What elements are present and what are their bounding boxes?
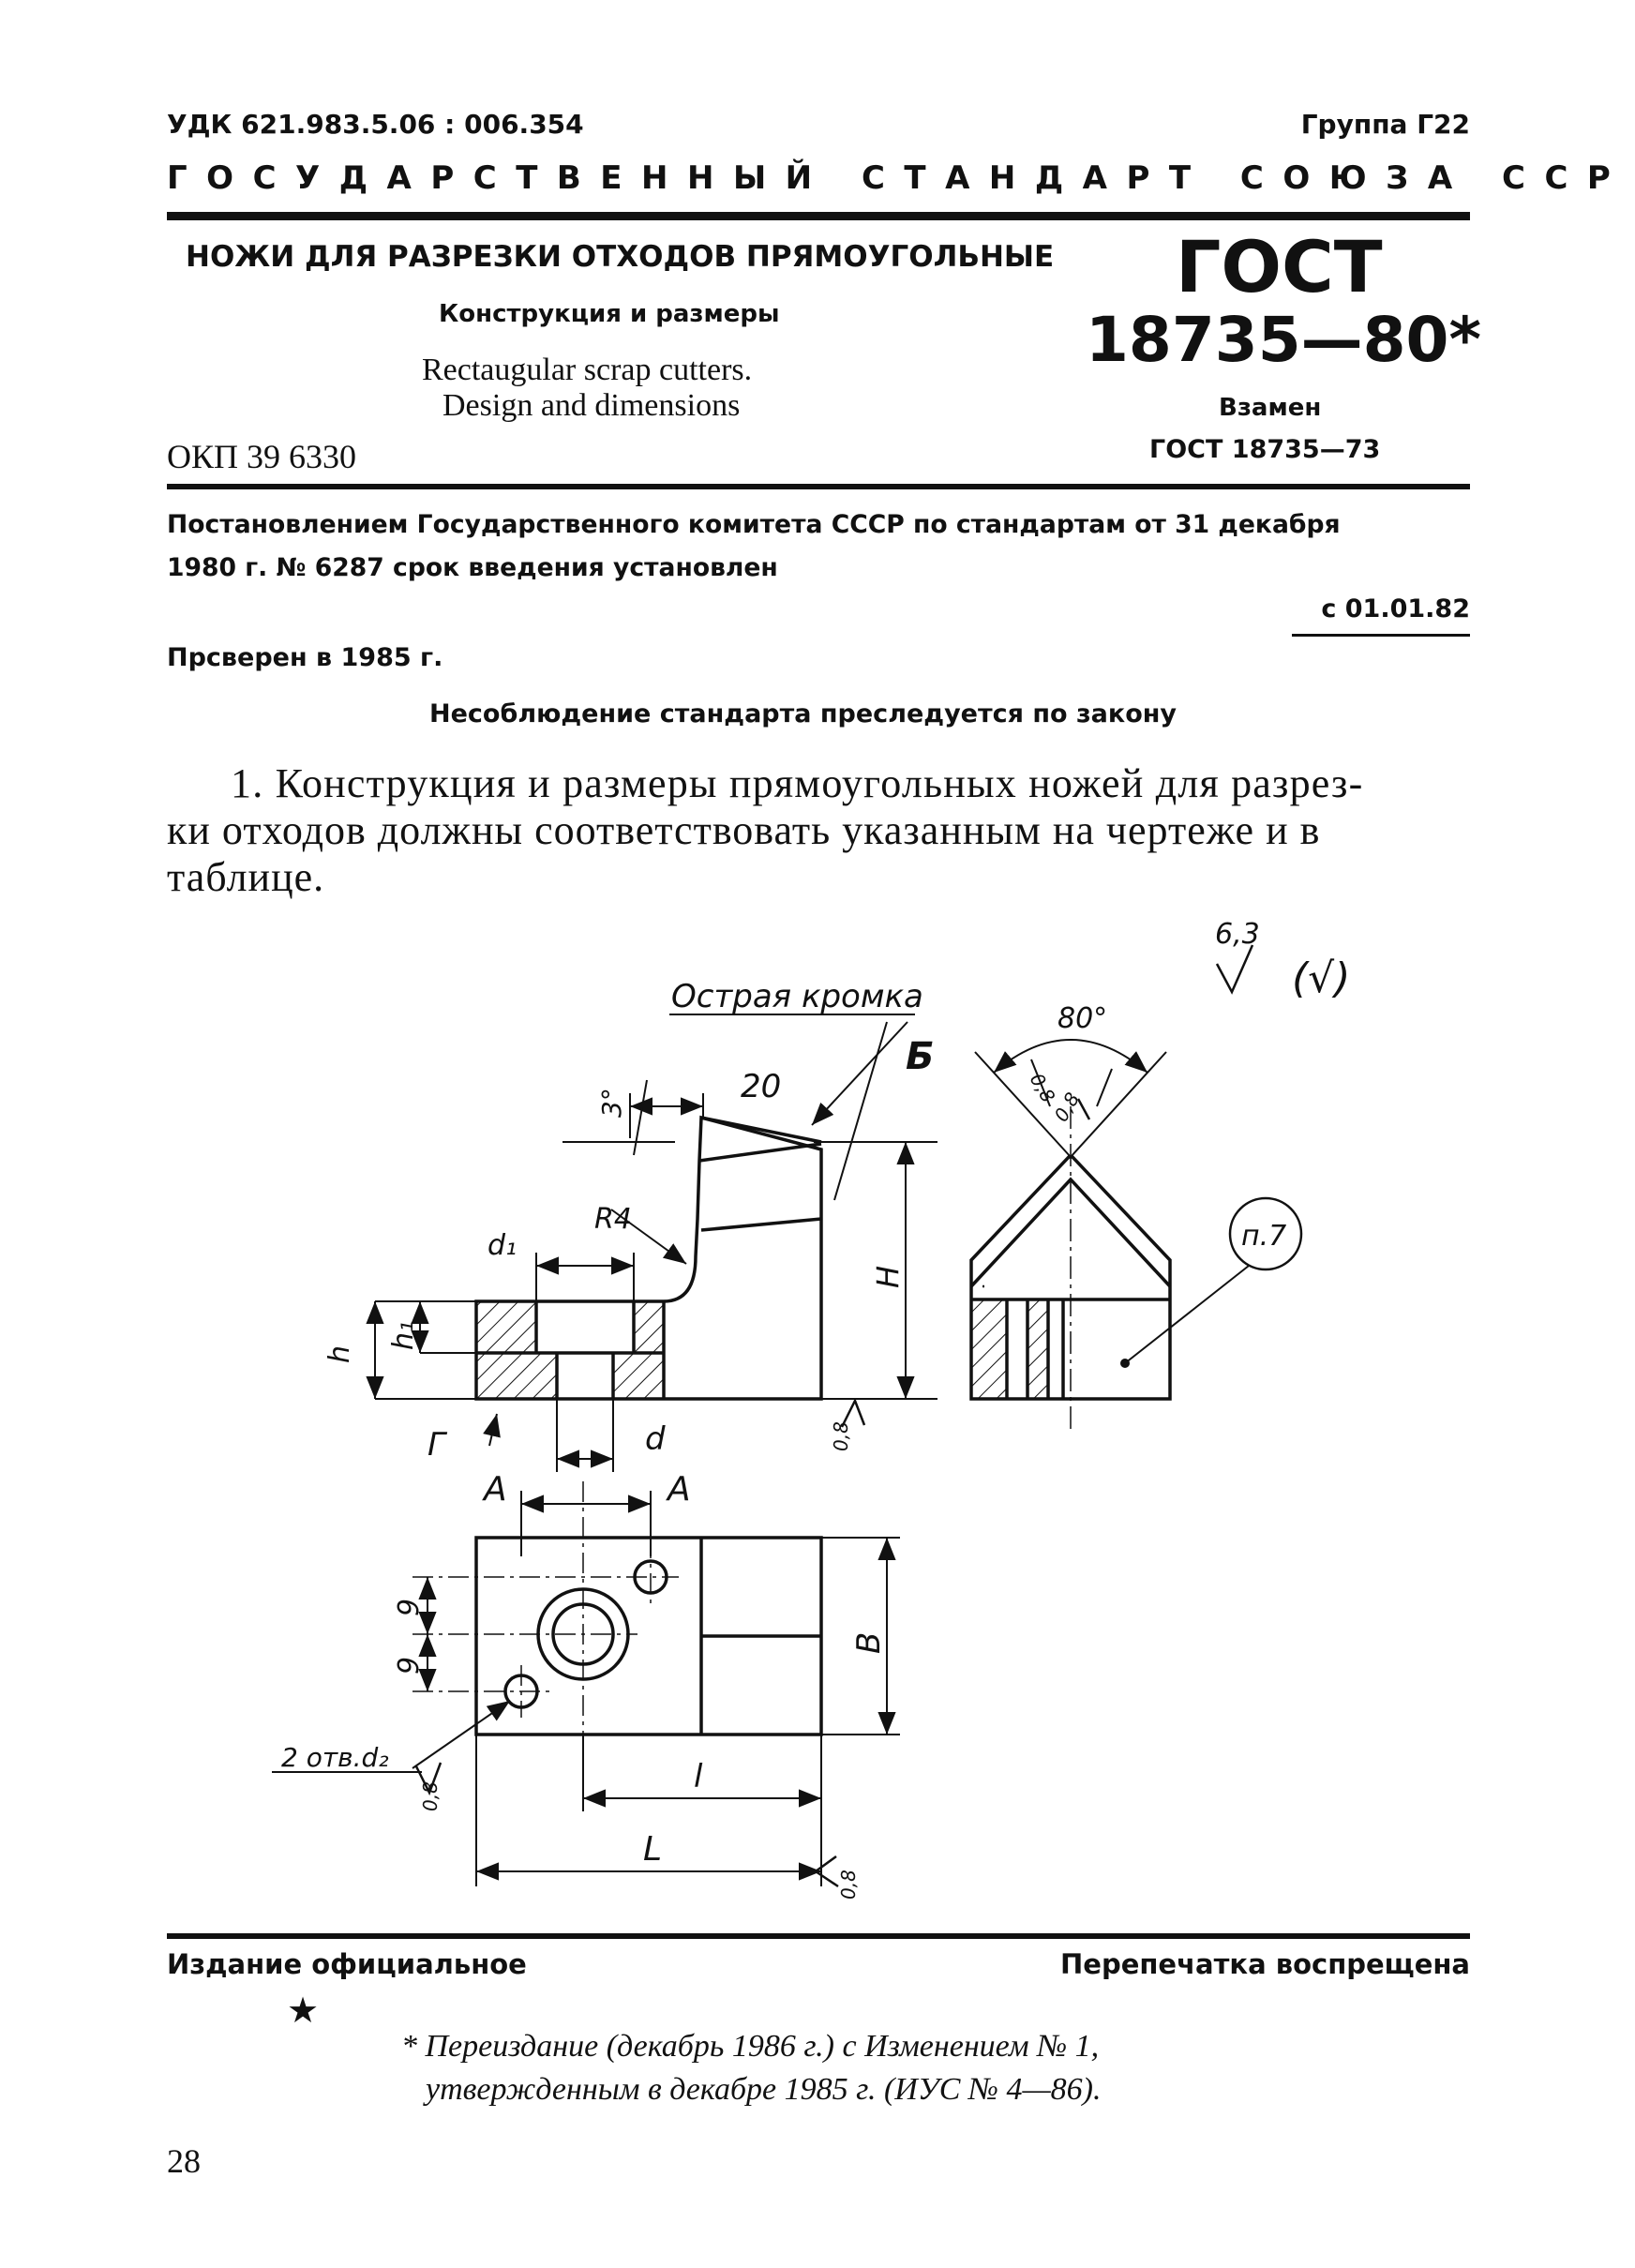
okp-code: ОКП 39 6330: [167, 438, 357, 475]
footnote-line1: * Переиздание (декабрь 1986 г.) с Изменением № 1,: [401, 2029, 1100, 2064]
gost-number: 18735—80*: [1086, 304, 1481, 376]
edge-line-2: [701, 1118, 821, 1142]
page-number: 28: [167, 2142, 201, 2180]
roughness-08-b: 0,8: [1049, 1088, 1085, 1126]
footnote-line2: утвержденным в декабре 1985 г. (ИУС № 4—86).: [426, 2072, 1102, 2107]
note-p7: п.7: [1241, 1220, 1287, 1253]
plan-view-dimensions: [272, 1491, 900, 1886]
standard-banner: ГОСУДАРСТВЕННЫЙ СТАНДАРТ СОЮЗА ССР: [167, 159, 1630, 197]
r4-label: R4: [594, 1203, 632, 1236]
roughness-bracket: (√): [1292, 954, 1351, 1002]
section-A-left: А: [484, 1470, 507, 1509]
plan-view: [476, 1538, 821, 1735]
angle-80-label: 80°: [1058, 1002, 1108, 1035]
side-view: [971, 1106, 1170, 1434]
nine-bottom-label: 9: [393, 1656, 426, 1675]
law-notice: Несоблюдение стандарта преследуется по закону: [429, 699, 1178, 728]
roughness-08-c: 0,8: [830, 1421, 852, 1451]
replaces-value: ГОСТ 18735—73: [1149, 435, 1381, 464]
front-view: [476, 1118, 821, 1400]
english-title-line1: Rectaugular scrap cutters.: [422, 353, 753, 387]
section-A-right: А: [668, 1470, 691, 1509]
checked-note: Прсверен в 1985 г.: [167, 643, 443, 672]
paragraph-1-line1: 1. Конструкция и размеры прямоугольных ножей для разрез-: [231, 760, 1364, 806]
replaces-label: Взамен: [1219, 394, 1322, 422]
star-mark: ★: [287, 1990, 320, 2031]
roughness-symbols: [416, 945, 1252, 1886]
holes-label: 2 отв.d₂: [281, 1742, 389, 1773]
document-title: НОЖИ ДЛЯ РАЗРЕЗКИ ОТХОДОВ ПРЯМОУГОЛЬНЫЕ: [186, 240, 1055, 274]
decree-line2: 1980 г. № 6287 срок введения установлен: [167, 553, 778, 582]
sharp-edge-label: Острая кромка: [671, 978, 923, 1015]
G-label: Г: [428, 1426, 445, 1464]
roughness-08-e: 0,8: [837, 1870, 860, 1900]
udc-code: УДК 621.983.5.06 : 006.354: [167, 109, 584, 140]
decree-line1: Постановлением Государственного комитета СССР по стандартам от 31 декабря: [167, 510, 1341, 539]
angle-3-label: 3°: [596, 1088, 627, 1118]
roughness-08-d: 0,8: [419, 1781, 442, 1811]
edge-line-3: [701, 1219, 821, 1230]
dim-20-label: 20: [741, 1068, 782, 1105]
gost-label: ГОСТ: [1176, 225, 1383, 308]
B-label: B: [850, 1631, 888, 1654]
paragraph-1-line3: таблице.: [167, 854, 325, 900]
official-edition: Издание официальное: [167, 1948, 527, 1980]
L-big-label: L: [643, 1830, 663, 1869]
roughness-value: 6,3: [1215, 918, 1260, 951]
side-view-hatch-left: [971, 1299, 1007, 1399]
h1-label: h₁: [387, 1320, 420, 1350]
nine-top-label: 9: [393, 1598, 426, 1616]
plan-view-centerlines: [412, 1481, 679, 1755]
paragraph-1-line2: ки отходов должны соответствовать указанным на чертеже и в: [167, 807, 1321, 853]
side-view-hatch-mid: [1028, 1299, 1048, 1399]
d-label: d: [645, 1420, 666, 1458]
footer-rule: [167, 1933, 1470, 1939]
counterbore-cutout: [536, 1300, 634, 1353]
h-label: h: [323, 1344, 356, 1363]
english-title-line2: Design and dimensions: [442, 388, 741, 423]
hole-cutout: [557, 1353, 613, 1400]
roughness-08-a: 0,8: [1025, 1069, 1060, 1107]
d1-label: d₁: [488, 1229, 518, 1262]
group-code: Группа Г22: [1300, 109, 1470, 140]
H-label: H: [870, 1265, 906, 1288]
reprint-prohibited: Перепечатка воспрещена: [1060, 1948, 1470, 1980]
document-subtitle: Конструкция и размеры: [439, 300, 780, 328]
view-b-label: Б: [906, 1035, 935, 1078]
l-small-label: l: [694, 1758, 703, 1795]
effective-date: с 01.01.82: [1321, 594, 1470, 623]
edge-line-1: [699, 1144, 821, 1161]
